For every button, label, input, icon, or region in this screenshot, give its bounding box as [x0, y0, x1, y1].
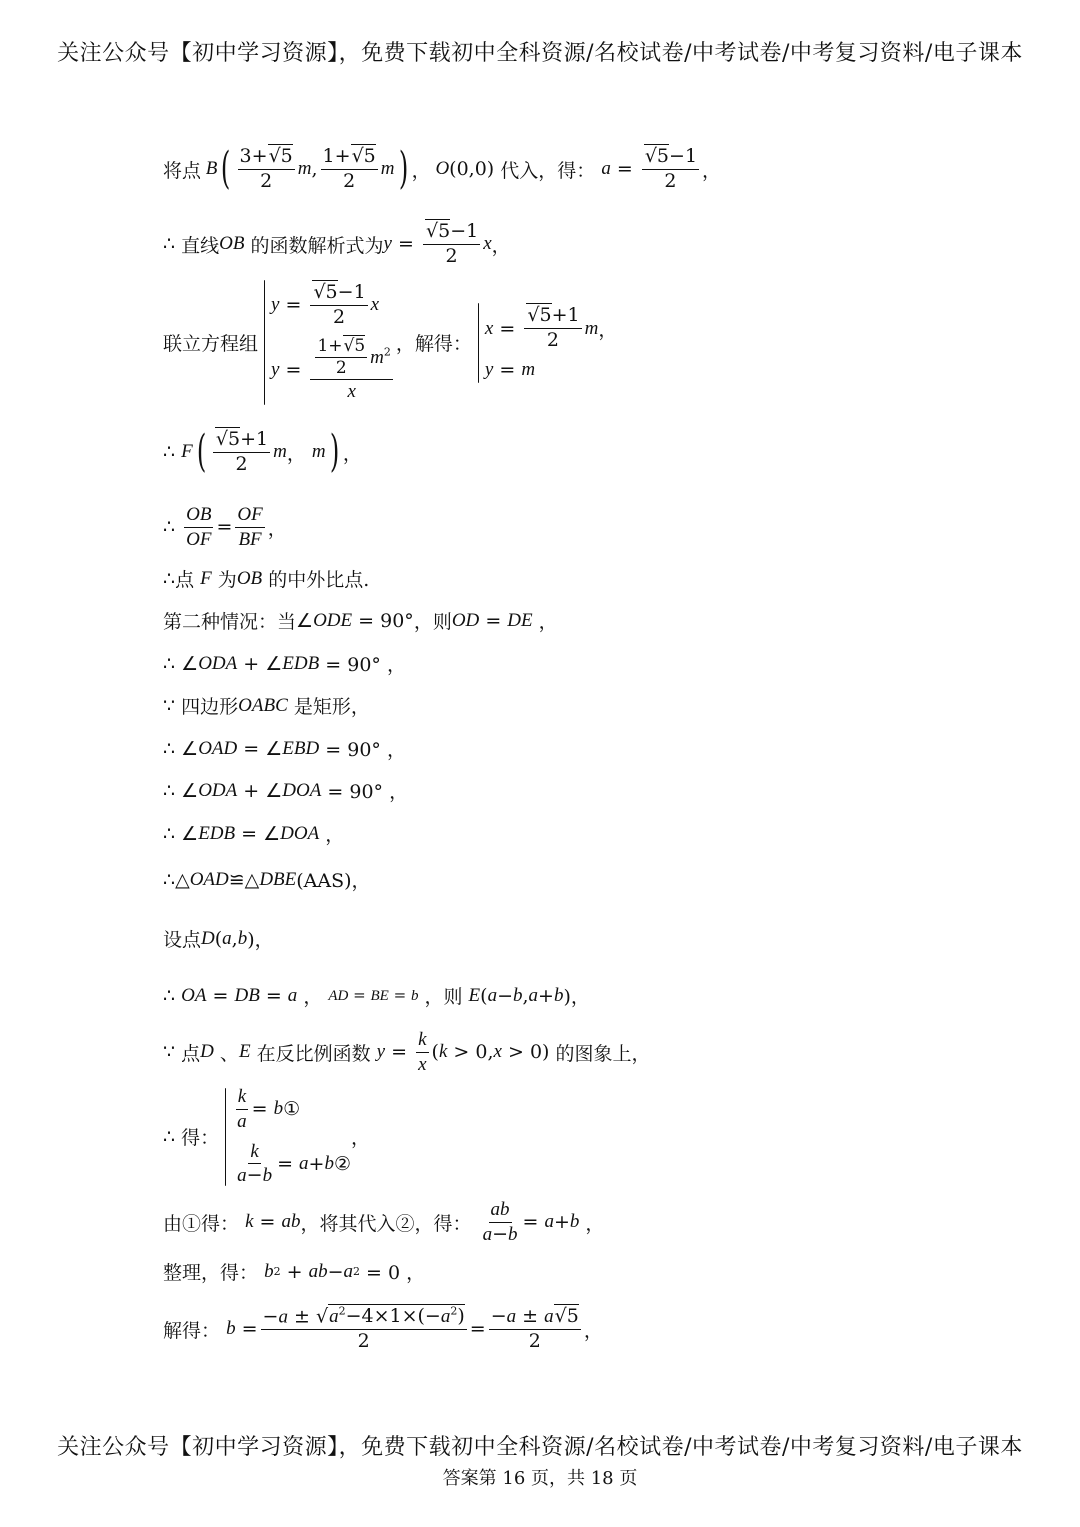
header-banner: 关注公众号【初中学习资源】，免费下载初中全科资源/名校试卷/中考试卷/中考复习资料/电子课本 — [57, 41, 1023, 66]
solution-line-18: 由①得： k = ab ，将其代入②，得： $\frac{ab}{a-b}$ = a + b ， — [163, 1199, 605, 1245]
solution-line-4: ∴ F ( $\frac{√5+1}{2}$ m ， m ) ， — [163, 426, 362, 478]
footer-banner: 关注公众号【初中学习资源】，免费下载初中全科资源/名校试卷/中考试卷/中考复习资料/电子课本 — [57, 1435, 1023, 1460]
solution-line-17: ∴ 得： $\frac{k}{a}$ = b ① $\frac{k}{a-b}$ = a + b ② ， — [163, 1086, 371, 1187]
solution-line-19: 整理，得： b 2 + ab − a 2 = 0 ， — [163, 1260, 426, 1284]
solution-line-3: 联立方程组 y = $\frac{√5-1}{2}$ x y = $\frac{1+√5}{2}$ $m^2$ x ，解得： x = $\frac{√5+1}{2}$ m ， y = m — [163, 280, 617, 405]
solution-line-1: 将点 B ( $\frac{3+√5}{2}$ m , $\frac{1+√5}{2}$ m ) ， O (0,0) 代入，得： a = $\frac{√5-1}{2}$ ， — [163, 143, 722, 195]
solution-line-16: ∵ 点 D 、 E 在反比例函数 y = $\frac{k}{x}$ ( k > 0, x > 0) 的图象上， — [163, 1029, 651, 1075]
solution-line-12: ∴ ∠ EDB = ∠ DOA ， — [163, 822, 345, 846]
solution-line-5: ∴ $\frac{OB}{OF}$ = $\frac{OF}{BF}$ ， — [163, 504, 287, 550]
page-number: 答案第 16 页，共 18 页 — [442, 1468, 638, 1489]
solution-line-14: 设点 D ( a , b )， — [163, 927, 274, 951]
solution-line-20: 解得： b = $\frac{-a \pm √a^2-4\times 1\times(-a^2)}{2}$ = $\frac{-a \pm a√5}{2}$ ， — [163, 1305, 603, 1353]
solution-line-10: ∴ ∠ OAD = ∠ EBD = 90° ， — [163, 737, 406, 761]
solution-line-7: 第二种情况：当 ∠ ODE = 90° ，则 OD = DE ， — [163, 609, 558, 633]
solution-line-6: ∴ 点 F 为 OB 的中外比点. — [163, 567, 370, 591]
solution-line-9: ∵ 四边形 OABC 是矩形， — [163, 694, 370, 718]
solution-line-15: ∴ OA = DB = a ， AD = BE = b ，则 E ( a − b , a + b )， — [163, 984, 590, 1008]
solution-line-2: ∴ 直线 OB 的函数解析式为 y = $\frac{√5-1}{2}$ x ， — [163, 220, 511, 267]
solution-line-8: ∴ ∠ ODA + ∠ EDB = 90° ， — [163, 652, 406, 676]
solution-line-13: ∴△ OAD ≌△ DBE (AAS)， — [163, 868, 371, 892]
solution-line-11: ∴ ∠ ODA + ∠ DOA = 90° ， — [163, 779, 409, 803]
